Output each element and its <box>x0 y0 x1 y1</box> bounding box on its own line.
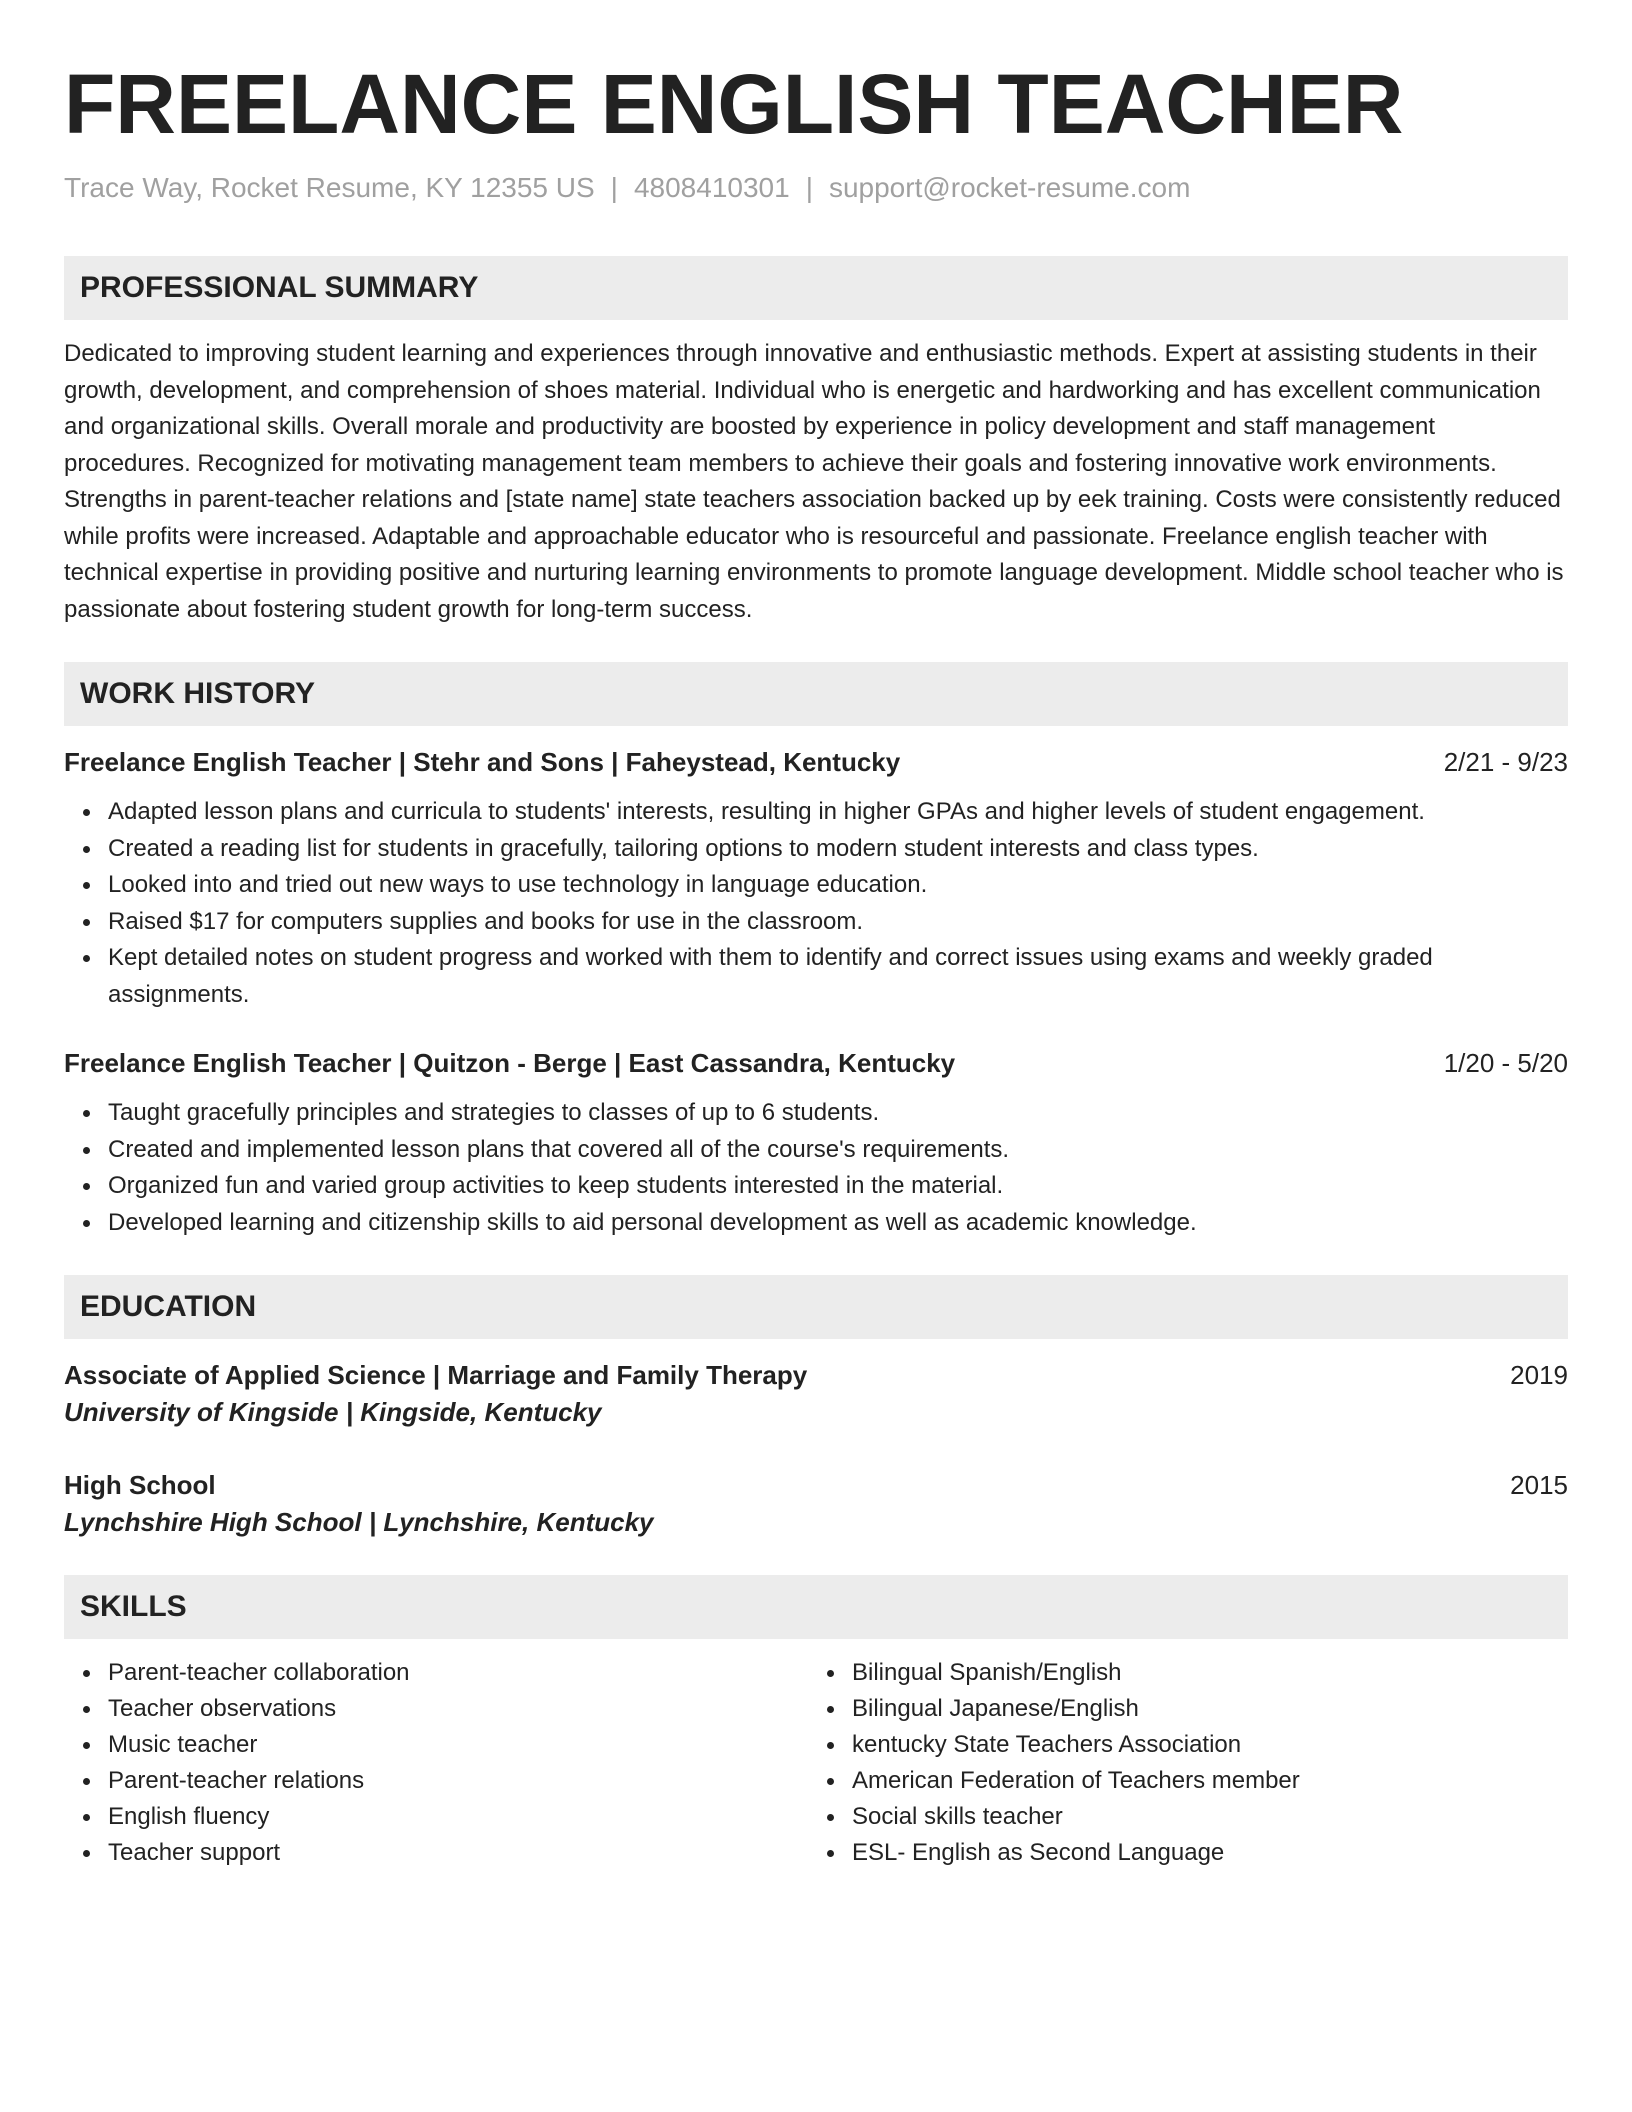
skill-item: Parent-teacher collaboration <box>108 1655 808 1691</box>
skill-item: Bilingual Japanese/English <box>852 1691 1552 1727</box>
job-entry <box>64 744 1568 1013</box>
skill-item: Parent-teacher relations <box>108 1763 808 1799</box>
job-title-row <box>64 744 1568 780</box>
education-year: 2019 <box>1510 1360 1568 1390</box>
job-bullets <box>64 794 1568 1013</box>
contact-address: Trace Way, Rocket Resume, KY 12355 US <box>64 172 595 203</box>
job-bullet: Created a reading list for students in gracefully, tailoring options to modern student interests and class types. <box>108 831 1568 868</box>
job-bullets <box>64 1095 1568 1241</box>
contact-phone: 4808410301 <box>633 172 790 203</box>
job-bullet: Taught gracefully principles and strategies to classes of up to 6 students. <box>108 1095 1568 1132</box>
section-header-skills: SKILLS <box>64 1575 1568 1639</box>
education-degree-row <box>64 1467 1568 1503</box>
skills-column-right <box>808 1655 1552 1871</box>
skill-item: kentucky State Teachers Association <box>852 1727 1552 1763</box>
job-bullet: Created and implemented lesson plans that covered all of the course's requirements. <box>108 1132 1568 1169</box>
section-header-education: EDUCATION <box>64 1275 1568 1339</box>
skill-item: Teacher observations <box>108 1691 808 1727</box>
education-school: Lynchshire High School | Lynchshire, Kentucky <box>64 1507 654 1537</box>
education-degree: Associate of Applied Science | Marriage and Family Therapy <box>64 1360 808 1390</box>
summary-text: Dedicated to improving student learning and experiences through innovative and enthusiastic methods. Expert at assisting students in their growth, development, and comprehension of shoes material. Individual who is energetic and hardworking and has excellent communication and organizational skills. Overall morale and productivity are boosted by experience in policy development and staff management procedures. Recognized for motivating management team members to achieve their goals and fostering innovative work environments. Strengths in parent-teacher relations and [state name] state teachers association backed up by eek training. Costs were consistently reduced while profits were increased. Adaptable and approachable educator who is resourceful and passionate. Freelance english teacher with technical expertise in providing positive and nurturing learning environments to promote language development. Middle school teacher who is passionate about fostering student growth for long-term success. <box>64 340 1564 623</box>
skills-list <box>64 1655 808 1871</box>
skills-columns <box>64 1655 1568 1871</box>
contact-line <box>64 170 1568 206</box>
job-dates: 2/21 - 9/23 <box>1443 747 1568 777</box>
job-bullet: Organized fun and varied group activities to keep students interested in the material. <box>108 1168 1568 1205</box>
education-entry <box>64 1467 1568 1541</box>
skill-item: English fluency <box>108 1799 808 1835</box>
job-bullet: Raised $17 for computers supplies and books for use in the classroom. <box>108 904 1568 941</box>
skill-item: Bilingual Spanish/English <box>852 1655 1552 1691</box>
resume-name: FREELANCE ENGLISH TEACHER <box>64 57 1404 151</box>
job-bullet: Adapted lesson plans and curricula to students' interests, resulting in higher GPAs and higher levels of student engagement. <box>108 794 1568 831</box>
job-title: Freelance English Teacher | Stehr and Sons | Faheystead, Kentucky <box>64 747 901 777</box>
section-header-summary: PROFESSIONAL SUMMARY <box>64 256 1568 320</box>
job-bullet: Looked into and tried out new ways to use technology in language education. <box>108 867 1568 904</box>
skills-column-left <box>64 1655 808 1871</box>
education-school: University of Kingside | Kingside, Kentucky <box>64 1397 602 1427</box>
skills-list <box>808 1655 1552 1871</box>
skill-item: ESL- English as Second Language <box>852 1835 1552 1871</box>
job-title-row <box>64 1045 1568 1081</box>
education-degree: High School <box>64 1470 216 1500</box>
contact-separator: | <box>610 172 618 203</box>
skill-item: Teacher support <box>108 1835 808 1871</box>
education-year: 2015 <box>1510 1470 1568 1500</box>
job-bullet: Kept detailed notes on student progress and worked with them to identify and correct issues using exams and weekly graded assignments. <box>108 940 1568 1013</box>
job-bullet: Developed learning and citizenship skills to aid personal development as well as academic knowledge. <box>108 1205 1568 1242</box>
section-header-work-history: WORK HISTORY <box>64 662 1568 726</box>
skill-item: American Federation of Teachers member <box>852 1763 1552 1799</box>
education-degree-row <box>64 1357 1568 1393</box>
contact-separator: | <box>805 172 813 203</box>
skill-item: Social skills teacher <box>852 1799 1552 1835</box>
job-title: Freelance English Teacher | Quitzon - Berge | East Cassandra, Kentucky <box>64 1048 956 1078</box>
skill-item: Music teacher <box>108 1727 808 1763</box>
job-dates: 1/20 - 5/20 <box>1443 1048 1568 1078</box>
contact-email: support@rocket-resume.com <box>828 172 1191 203</box>
job-entry <box>64 1045 1568 1241</box>
education-entry <box>64 1357 1568 1431</box>
